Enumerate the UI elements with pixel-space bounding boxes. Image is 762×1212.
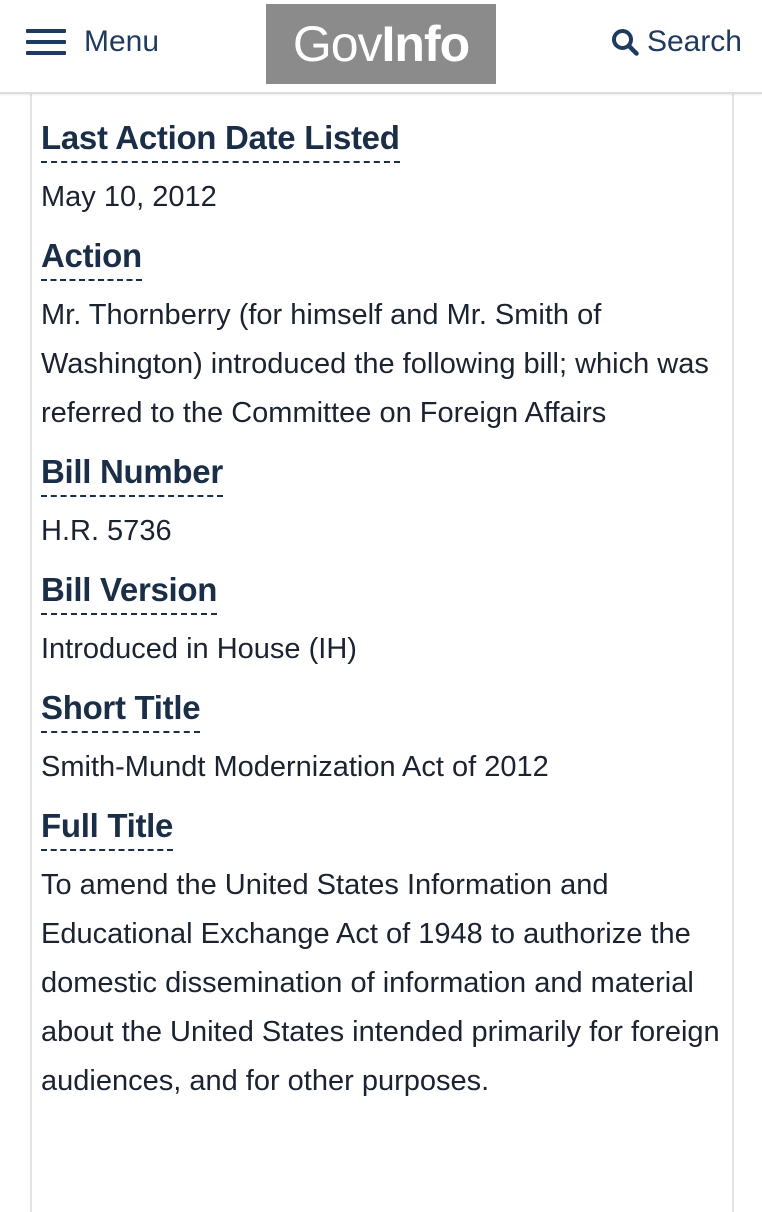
logo-info-text: Info (381, 16, 470, 72)
menu-label: Menu (84, 25, 160, 58)
search-button[interactable] (611, 22, 742, 62)
field-label: Bill Number (41, 450, 223, 497)
field-value: H.R. 5736 (41, 515, 172, 547)
menu-button[interactable] (26, 22, 159, 62)
field-value: Smith-Mundt Modernization Act of 2012 (41, 751, 549, 783)
field-label: Last Action Date Listed (41, 116, 400, 163)
field-short-title (41, 686, 731, 792)
field-value: Introduced in House (IH) (41, 633, 357, 665)
field-label: Bill Version (41, 568, 217, 615)
field-value: May 10, 2012 (41, 181, 217, 213)
field-value: Mr. Thornberry (for himself and Mr. Smith of Washington) introduced the following bill; which was referred to the Committee on Foreign Affairs (41, 299, 709, 429)
field-last-action-date (41, 116, 731, 222)
field-label: Full Title (41, 804, 173, 851)
field-action (41, 234, 731, 438)
field-full-title (41, 804, 731, 1106)
govinfo-logo[interactable] (266, 4, 496, 84)
field-label: Short Title (41, 686, 200, 733)
search-label: Search (646, 25, 742, 58)
field-value: To amend the United States Information and Educational Exchange Act of 1948 to authorize the domestic dissemination of information and material about the United States intended primarily for foreign audiences, and for other purposes. (41, 869, 720, 1097)
site-header (0, 0, 762, 94)
search-icon (611, 28, 639, 56)
logo-gov-text: Gov (292, 16, 382, 72)
bill-details (41, 116, 731, 1118)
hamburger-icon (26, 27, 66, 57)
field-label: Action (41, 234, 142, 281)
field-bill-version (41, 568, 731, 674)
field-bill-number (41, 450, 731, 556)
